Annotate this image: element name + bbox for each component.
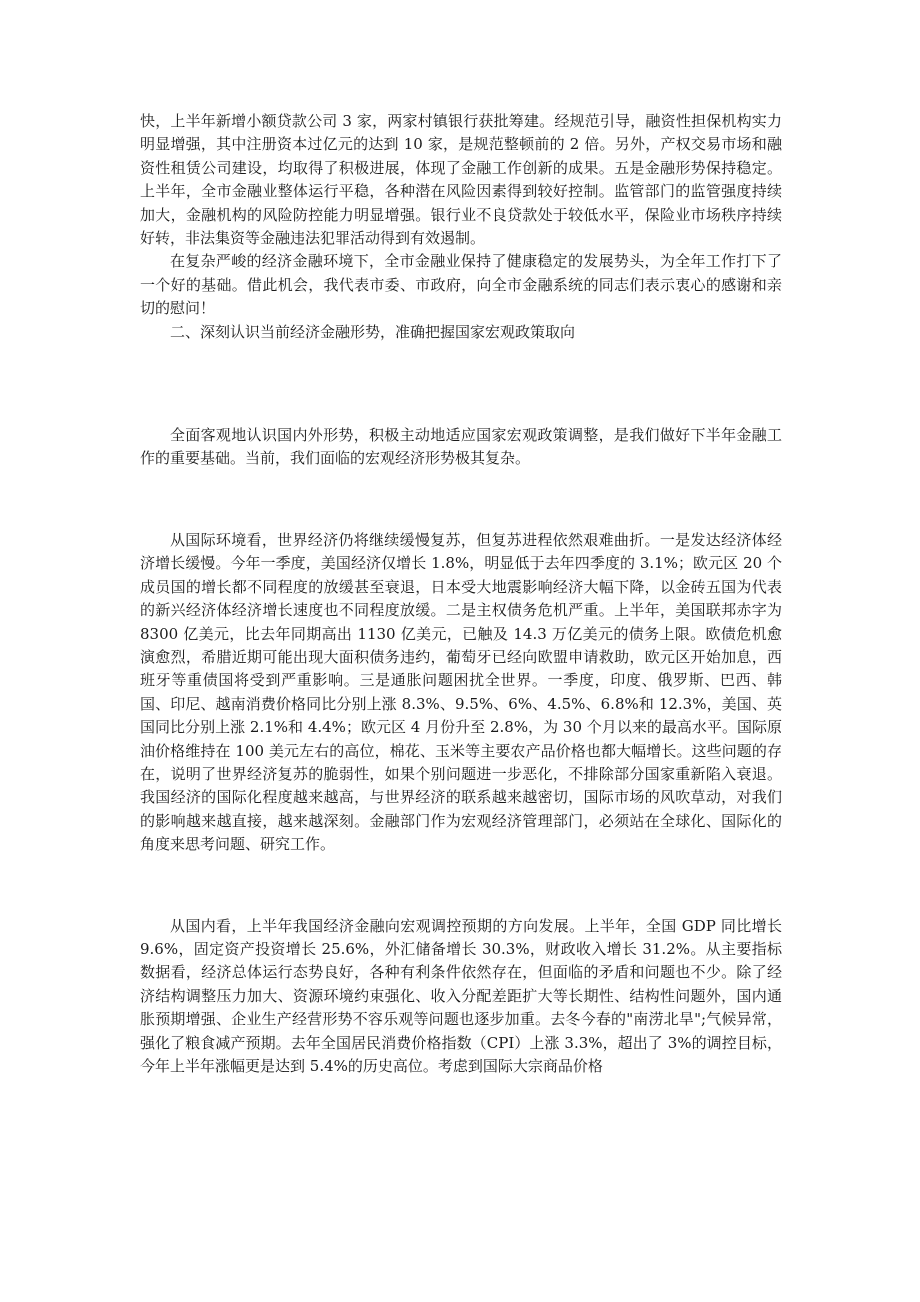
paragraph-financial-achievements: 快，上半年新增小额贷款公司 3 家，两家村镇银行获批筹建。经规范引导，融资性担保机构实力明显增强，其中注册资本过亿元的达到 10 家，是规范整顿前的 2 倍。另外，产权交易市场和融资性租赁公司建设，均取得了积极进展，体现了金融工作创新的成果。五是金融形势保持稳定。上半年，全市金融业整体运行平稳，各种潜在风险因素得到较好控制。监管部门的监管强度持续加大，金融机构的风险防控能力明显增强。银行业不良贷款处于较低水平，保险业市场秩序持续好转，非法集资等金融违法犯罪活动得到有效遏制。: [140, 112, 782, 248]
paragraph-thanks: 在复杂严峻的经济金融环境下，全市金融业保持了健康稳定的发展势头，为全年工作打下了一个好的基础。借此机会，我代表市委、市政府，向全市金融系统的同志们表示衷心的感谢和亲切的慰问！: [140, 252, 782, 318]
paragraph-domestic: 从国内看，上半年我国经济金融向宏观调控预期的方向发展。上半年，全国 GDP 同比增长 9.6%，固定资产投资增长 25.6%，外汇储备增长 30.3%，财政收入增长 31.2%。从主要指标数据看，经济总体运行态势良好，各种有利条件依然存在，但面临的矛盾和问题也不少。除了经济结构调整压力加大、资源环境约束强化、收入分配差距扩大等长期性、结构性问题外，国内通胀预期增强、企业生产经营形势不容乐观等问题也逐步加重。去冬今春的"南涝北旱";气候异常，强化了粮食减产预期。去年全国居民消费价格指数（CPI）上涨 3.3%，超出了 3%的调控目标，今年上半年涨幅更是达到 5.4%的历史高位。考虑到国际大宗商品价格: [140, 916, 782, 1075]
section-heading: 二、深刻认识当前经济金融形势，准确把握国家宏观政策取向: [170, 322, 576, 341]
paragraph-international: 从国际环境看，世界经济仍将继续缓慢复苏，但复苏进程依然艰难曲折。一是发达经济体经济增长缓慢。今年一季度，美国经济仅增长 1.8%，明显低于去年四季度的 3.1%；欧元区 20 个成员国的增长都不同程度的放缓甚至衰退，日本受大地震影响经济大幅下降，以金砖五国为代表的新兴经济体经济增长速度也不同程度放缓。二是主权债务危机严重。上半年，美国联邦赤字为 8300 亿美元，比去年同期高出 1130 亿美元，已触及 14.3 万亿美元的债务上限。欧债危机愈演愈烈，希腊近期可能出现大面积债务违约，葡萄牙已经向欧盟申请救助，欧元区开始加息，西班牙等重债国将受到严重影响。三是通胀问题困扰全世界。一季度，印度、俄罗斯、巴西、韩国、印尼、越南消费价格同比分别上涨 8.3%、9.5%、6%、4.5%、6.8%和 12.3%，美国、英国同比分别上涨 2.1%和 4.4%；欧元区 4 月份升至 2.8%，为 30 个月以来的最高水平。国际原油价格维持在 100 美元左右的高位，棉花、玉米等主要农产品价格也都大幅增长。这些问题的存在，说明了世界经济复苏的脆弱性，如果个别问题进一步恶化，不排除部分国家重新陷入衰退。我国经济的国际化程度越来越高，与世界经济的联系越来越密切，国际市场的风吹草动，对我们的影响越来越直接，越来越深刻。金融部门作为宏观经济管理部门，必须站在全球化、国际化的角度来思考问题、研究工作。: [140, 530, 782, 854]
paragraph-overview: 全面客观地认识国内外形势，积极主动地适应国家宏观政策调整，是我们做好下半年金融工作的重要基础。当前，我们面临的宏观经济形势极其复杂。: [140, 426, 782, 468]
document-page: [140, 110, 782, 1078]
